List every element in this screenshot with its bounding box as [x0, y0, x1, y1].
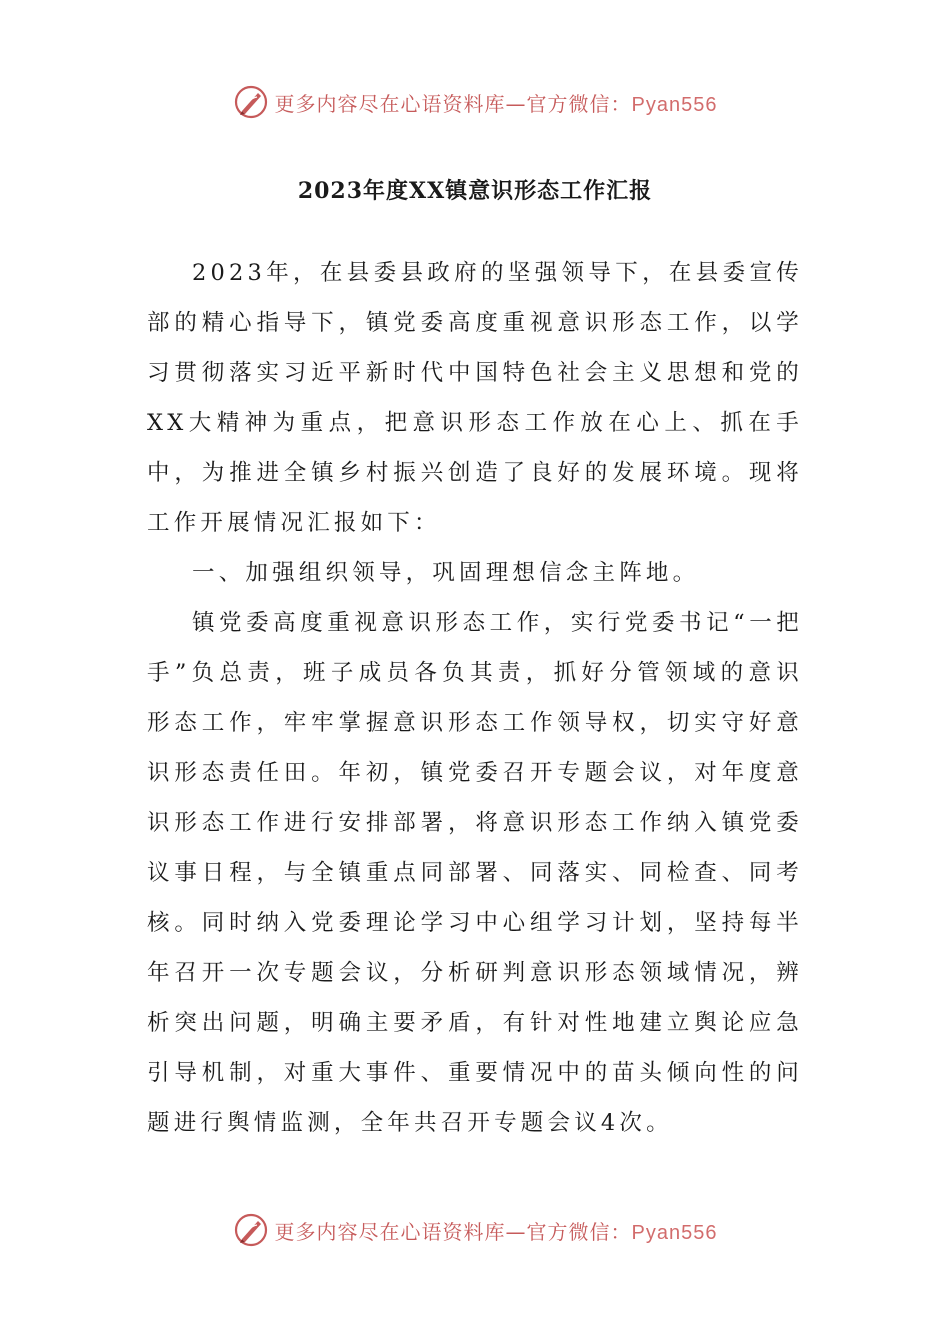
header-watermark: [0, 80, 950, 124]
paragraph-section-1: 镇党委高度重视意识形态工作，实行党委书记“一把手”负总责，班子成员各负其责，抓好分管领域的意识形态工作，牢牢掌握意识形态工作领导权，切实守好意识形态责任田。年初，镇党委召开专题会议，对年度意识形态工作进行安排部署，将意识形态工作纳入镇党委议事日程，与全镇重点同部署、同落实、同检查、同考核。同时纳入党委理论学习中心组学习计划，坚持每半年召开一次专题会议，分析研判意识形态领域情况，辨析突出问题，明确主要矛盾，有针对性地建立舆论应急引导机制，对重大事件、重要情况中的苗头倾向性的问题进行舆情监测，全年共召开专题会议4次。: [147, 610, 803, 1136]
watermark-wechat-id: Pyan556: [631, 93, 718, 116]
section-heading-1: 一、加强组织领导，巩固理想信念主阵地。: [192, 560, 700, 586]
page-title: 2023年度XX镇意识形态工作汇报: [297, 178, 653, 204]
watermark-label: 更多内容尽在心语资料库—官方微信：: [274, 91, 632, 116]
pen-logo-icon: [233, 84, 269, 120]
watermark-text: [275, 88, 718, 117]
watermark-label: 更多内容尽在心语资料库—官方微信：: [274, 1219, 632, 1244]
watermark-wechat-id: Pyan556: [631, 1221, 718, 1244]
watermark-text: [275, 1216, 718, 1245]
document-body: [147, 248, 803, 1148]
paragraph-intro: 2023年，在县委县政府的坚强领导下，在县委宣传部的精心指导下，镇党委高度重视意识形态工作，以学习贯彻落实习近平新时代中国特色社会主义思想和党的XX大精神为重点，把意识形态工作放在心上、抓在手中，为推进全镇乡村振兴创造了良好的发展环境。现将工作开展情况汇报如下：: [147, 260, 803, 536]
pen-logo-icon: [233, 1212, 269, 1248]
footer-watermark: [0, 1208, 950, 1252]
